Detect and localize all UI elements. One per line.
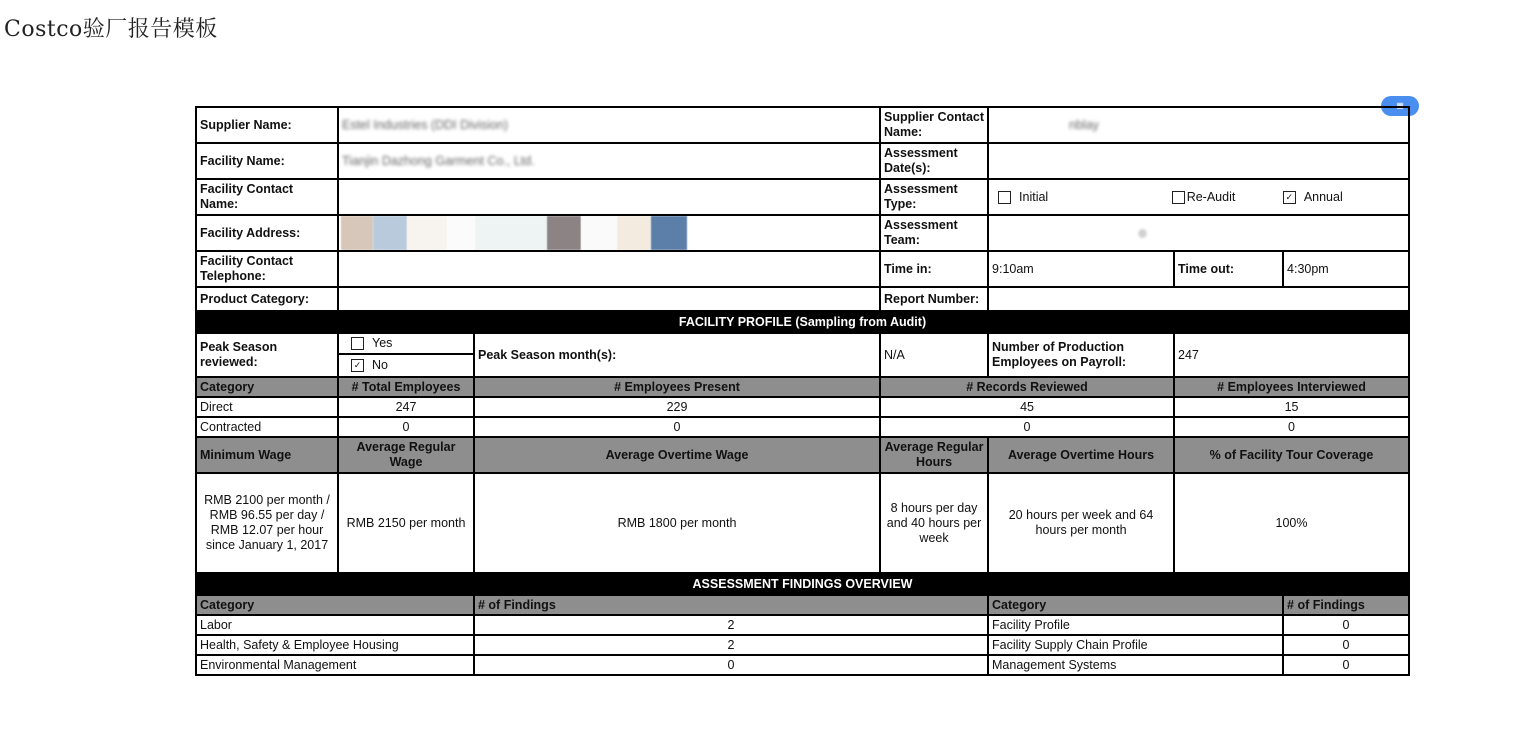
finding-count-2: 0 (1283, 615, 1409, 635)
audit-report-document (195, 106, 1408, 676)
row-interviewed: 15 (1174, 397, 1409, 417)
assessment-type-options (988, 179, 1409, 215)
row-records: 0 (880, 417, 1174, 437)
annual-checkbox[interactable]: ✓ Annual (1283, 190, 1343, 204)
wage-header-tour-coverage: % of Facility Tour Coverage (1174, 437, 1409, 473)
facility-name-label: Facility Name: (196, 143, 338, 179)
table-row (196, 417, 1409, 437)
page-title: Costco验厂报告模板 (4, 17, 218, 42)
facility-telephone-value (338, 251, 880, 287)
wage-header-overtime: Average Overtime Wage (474, 437, 880, 473)
finding-category: Health, Safety & Employee Housing (196, 635, 474, 655)
report-number-value (988, 287, 1409, 311)
wage-header-regular-hours: Average Regular Hours (880, 437, 988, 473)
supplier-contact-value: nblay (988, 107, 1409, 143)
no-checkbox[interactable]: ✓ No (339, 355, 473, 376)
time-in-value: 9:10am (988, 251, 1174, 287)
facility-address-value (338, 215, 880, 251)
wage-value-overtime-hours: 20 hours per week and 64 hours per month (988, 473, 1174, 573)
assessment-dates-label: Assessment Date(s): (880, 143, 988, 179)
finding-count: 0 (474, 655, 988, 675)
col-employees-present: # Employees Present (474, 377, 880, 397)
wage-value-regular-hours: 8 hours per day and 40 hours per week (880, 473, 988, 573)
findings-col-category: Category (196, 595, 474, 615)
assessment-type-label: Assessment Type: (880, 179, 988, 215)
finding-category: Environmental Management (196, 655, 474, 675)
table-row (196, 655, 1409, 675)
assessment-team-label: Assessment Team: (880, 215, 988, 251)
report-number-label: Report Number: (880, 287, 988, 311)
wage-value-tour-coverage: 100% (1174, 473, 1409, 573)
supplier-name-label: Supplier Name: (196, 107, 338, 143)
num-employees-value: 247 (1174, 333, 1409, 377)
translate-badge-icon[interactable]: ▦ (1381, 96, 1419, 116)
num-employees-label: Number of Production Employees on Payroll: (988, 333, 1174, 377)
time-out-value: 4:30pm (1283, 251, 1409, 287)
col-category: Category (196, 377, 338, 397)
peak-months-label: Peak Season month(s): (474, 333, 880, 377)
report-table (195, 106, 1410, 676)
product-category-value (338, 287, 880, 311)
wage-header-regular: Average Regular Wage (338, 437, 474, 473)
assessment-dates-value (988, 143, 1409, 179)
wage-value-overtime: RMB 1800 per month (474, 473, 880, 573)
finding-count: 2 (474, 635, 988, 655)
peak-reviewed-label: Peak Season reviewed: (196, 333, 338, 377)
col-employees-interviewed: # Employees Interviewed (1174, 377, 1409, 397)
row-present: 0 (474, 417, 880, 437)
finding-category: Labor (196, 615, 474, 635)
product-category-label: Product Category: (196, 287, 338, 311)
finding-count: 2 (474, 615, 988, 635)
initial-checkbox[interactable]: Initial (998, 190, 1048, 204)
supplier-contact-label: Supplier Contact Name: (880, 107, 988, 143)
yes-checkbox[interactable]: Yes (339, 334, 473, 355)
col-records-reviewed: # Records Reviewed (880, 377, 1174, 397)
col-total-employees: # Total Employees (338, 377, 474, 397)
peak-months-value: N/A (880, 333, 988, 377)
wage-value-regular: RMB 2150 per month (338, 473, 474, 573)
facility-telephone-label: Facility Contact Telephone: (196, 251, 338, 287)
finding-count-2: 0 (1283, 655, 1409, 675)
row-interviewed: 0 (1174, 417, 1409, 437)
row-total: 0 (338, 417, 474, 437)
supplier-name-value: Estel Industries (DDI Division) (338, 107, 880, 143)
row-category: Direct (196, 397, 338, 417)
wage-header-minimum: Minimum Wage (196, 437, 338, 473)
time-in-label: Time in: (880, 251, 988, 287)
facility-name-value: Tianjin Dazhong Garment Co., Ltd. (338, 143, 880, 179)
row-category: Contracted (196, 417, 338, 437)
row-present: 229 (474, 397, 880, 417)
findings-title: ASSESSMENT FINDINGS OVERVIEW (196, 573, 1409, 595)
facility-contact-name-label: Facility Contact Name: (196, 179, 338, 215)
findings-col-category-2: Category (988, 595, 1283, 615)
finding-category-2: Management Systems (988, 655, 1283, 675)
row-total: 247 (338, 397, 474, 417)
time-out-label: Time out: (1174, 251, 1283, 287)
wage-header-overtime-hours: Average Overtime Hours (988, 437, 1174, 473)
finding-category-2: Facility Profile (988, 615, 1283, 635)
assessment-team-value: o (988, 215, 1409, 251)
facility-profile-title: FACILITY PROFILE (Sampling from Audit) (196, 311, 1409, 333)
row-records: 45 (880, 397, 1174, 417)
facility-address-label: Facility Address: (196, 215, 338, 251)
wage-value-minimum: RMB 2100 per month / RMB 96.55 per day / RMB 12.07 per hour since January 1, 2017 (196, 473, 338, 573)
peak-reviewed-options (338, 333, 474, 377)
table-row (196, 635, 1409, 655)
finding-category-2: Facility Supply Chain Profile (988, 635, 1283, 655)
table-row (196, 615, 1409, 635)
finding-count-2: 0 (1283, 635, 1409, 655)
table-row (196, 397, 1409, 417)
findings-col-count-2: # of Findings (1283, 595, 1409, 615)
findings-col-count: # of Findings (474, 595, 988, 615)
facility-contact-name-value (338, 179, 880, 215)
reaudit-checkbox[interactable]: Re-Audit (1172, 190, 1236, 204)
